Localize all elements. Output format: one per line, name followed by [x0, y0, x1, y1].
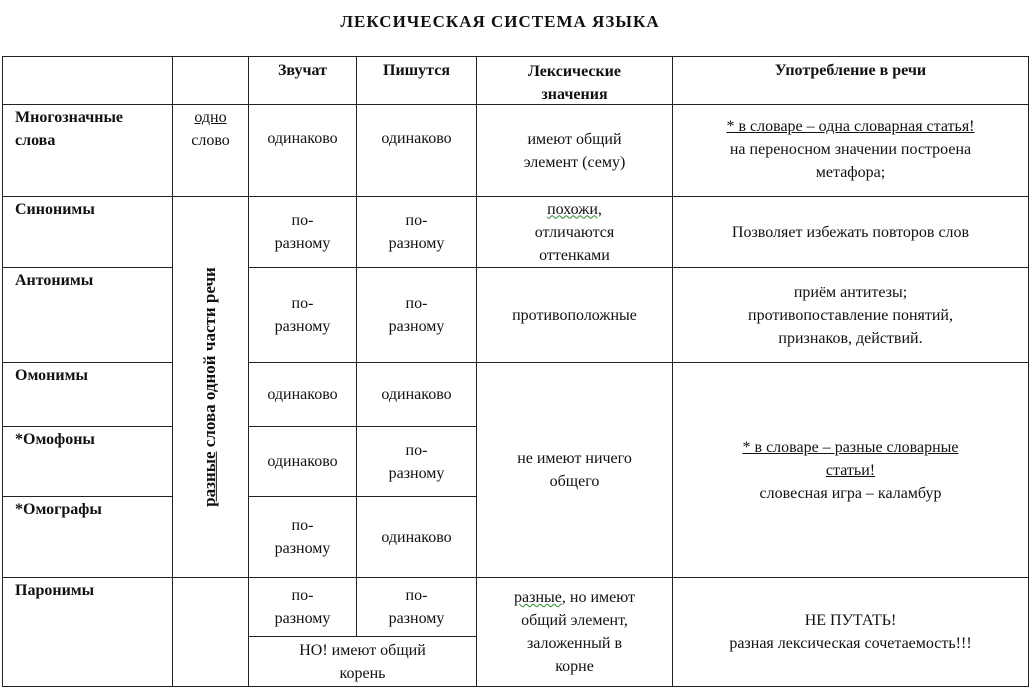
antonyms-usage: приём антитезы; противопоставление понятий, признаков, действий.: [748, 283, 953, 347]
polysemy-meaning: имеют общий элемент (сему): [523, 130, 626, 171]
row-name-homonyms: Омонимы: [15, 367, 88, 384]
grid-line: [2, 426, 172, 427]
grid-line: [2, 267, 172, 268]
synonyms-spelling: по- разному: [388, 212, 445, 252]
polysemy-word-count: одно слово: [191, 109, 230, 149]
homophones-spelling: по- разному: [388, 441, 445, 482]
polysemy-usage: * в словаре – одна словарная статья! на переносном значении построена метафора;: [726, 118, 975, 181]
homonyms-sound: одинаково: [267, 386, 338, 403]
homo-group-usage: * в словаре – разные словарные статьи! словесная игра – каламбур: [742, 438, 959, 502]
synonyms-usage: Позволяет избежать повторов слов: [731, 223, 970, 241]
paronyms-sound: по- разному: [274, 587, 331, 627]
grid-line: [2, 362, 172, 363]
page-title: ЛЕКСИЧЕСКАЯ СИСТЕМА ЯЗЫКА: [340, 12, 660, 31]
header-sound: Звучат: [277, 62, 327, 79]
paronyms-spelling: по- разному: [388, 587, 445, 627]
row-name-antonyms: Антонимы: [15, 272, 94, 289]
antonyms-sound: по- разному: [274, 295, 331, 335]
header-usage: Употребление в речи: [774, 62, 927, 79]
header-meanings: Лексические значения: [527, 62, 621, 103]
paronyms-meaning: разные, но имеют общий элемент, заложенный в корне: [514, 589, 635, 675]
row-name-homophones: *Омофоны: [15, 431, 95, 448]
polysemy-spelling: одинаково: [381, 129, 452, 147]
paronyms-note: НО! имеют общий корень: [299, 641, 426, 682]
row-name-paronyms: Паронимы: [15, 582, 95, 599]
grid-line: [2, 496, 172, 497]
row-name-polysemy: Многозначные слова: [15, 109, 124, 149]
paronyms-usage: НЕ ПУТАТЬ! разная лексическая сочетаемость!!!: [729, 612, 972, 652]
homographs-spelling: одинаково: [381, 528, 452, 546]
synonyms-sound: по- разному: [274, 212, 331, 252]
synonyms-meaning: похожи, отличаются оттенками: [534, 200, 615, 264]
antonyms-spelling: по- разному: [388, 295, 445, 335]
homonyms-spelling: одинаково: [381, 386, 452, 403]
homophones-sound: одинаково: [267, 453, 338, 470]
row-name-homographs: *Омографы: [15, 501, 102, 518]
polysemy-sound: одинаково: [267, 129, 338, 147]
homo-group-meaning: не имеют ничего общего: [517, 450, 632, 490]
vertical-label: разные слова одной части речи: [200, 267, 219, 507]
antonyms-meaning: противоположные: [512, 306, 637, 324]
row-name-synonyms: Синонимы: [15, 201, 95, 218]
homographs-sound: по- разному: [274, 517, 331, 557]
header-spelling: Пишутся: [383, 62, 450, 79]
